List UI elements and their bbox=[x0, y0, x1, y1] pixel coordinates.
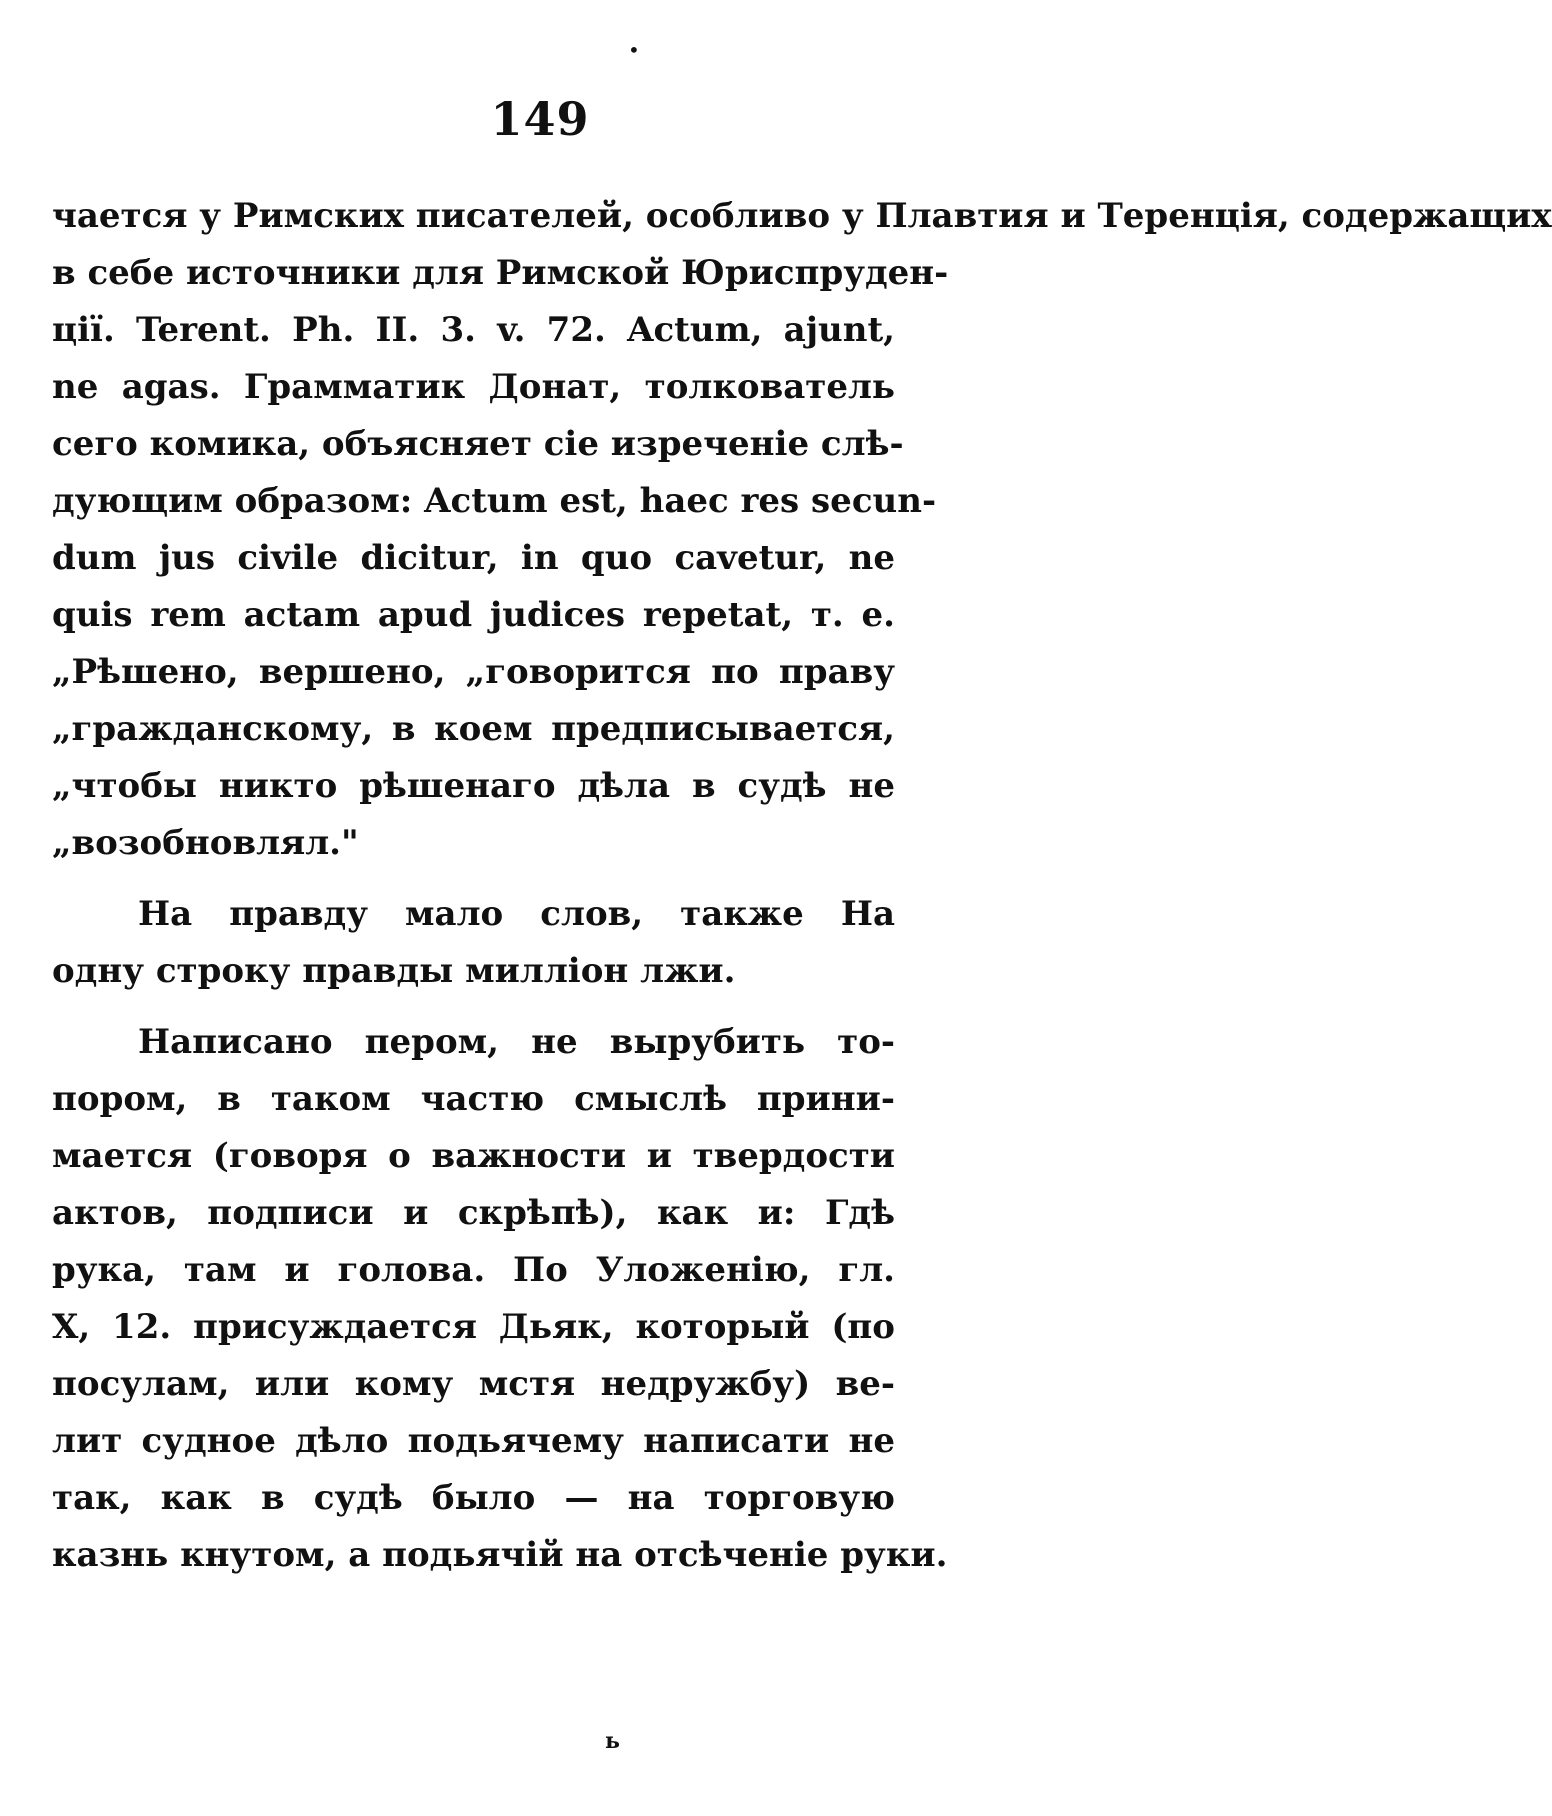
text-line: пором, в таком частю смыслѣ прини- bbox=[52, 1079, 895, 1119]
text-line: так, как в судѣ было — на торговую bbox=[52, 1478, 895, 1518]
text-line: Написано пером, не вырубить то- bbox=[138, 1022, 895, 1062]
text-line: мается (говоря о важности и твердости bbox=[52, 1136, 895, 1176]
page-number: 149 bbox=[490, 92, 590, 146]
paragraph-3 bbox=[52, 1014, 948, 1584]
text-line: лит судное дѣло подьячему написати не bbox=[52, 1421, 895, 1461]
text-line: казнь кнутом, а подьячій на отсѣченіе руки. bbox=[52, 1535, 948, 1575]
paragraph-gap bbox=[52, 1000, 895, 1014]
text-line: сего комика, объясняет сіе изреченіе слѣ- bbox=[52, 424, 904, 464]
paragraph-gap bbox=[52, 872, 895, 886]
text-line: посулам, или кому мстя недружбу) ве- bbox=[52, 1364, 895, 1404]
text-line: „Рѣшено, вершено, „говорится по праву bbox=[52, 652, 895, 692]
text-line: дующим образом: Actum est, haec res secun- bbox=[52, 481, 937, 521]
text-line: рука, там и голова. По Уложенію, гл. bbox=[52, 1250, 895, 1290]
text-line: в себе источники для Римской Юриспруден- bbox=[52, 253, 949, 293]
text-line: „возобновлял." bbox=[52, 823, 359, 863]
text-line: X, 12. присуждается Дьяк, который (по bbox=[52, 1307, 895, 1347]
signature-mark: ь bbox=[605, 1728, 620, 1754]
text-line: одну строку правды милліон лжи. bbox=[52, 951, 736, 991]
text-line: актов, подписи и скрѣпѣ), как и: Гдѣ bbox=[52, 1193, 895, 1233]
paragraph-2 bbox=[52, 886, 895, 1000]
text-line: ne agas. Грамматик Донат, толкователь bbox=[52, 367, 895, 407]
text-line: На правду мало слов, также На bbox=[138, 894, 895, 934]
text-line: „чтобы никто рѣшенаго дѣла в судѣ не bbox=[52, 766, 895, 806]
body-text bbox=[52, 188, 1552, 1584]
text-line: quis rem actam apud judices repetat, т. е. bbox=[52, 595, 895, 635]
ink-speck: • bbox=[628, 38, 640, 62]
paragraph-1 bbox=[52, 188, 1552, 872]
text-line: dum jus civile dicitur, in quo cavetur, ne bbox=[52, 538, 895, 578]
text-line: „гражданскому, в коем предписывается, bbox=[52, 709, 895, 749]
text-line: ції. Terent. Ph. II. 3. v. 72. Actum, ajunt, bbox=[52, 310, 895, 350]
text-line: чается у Римских писателей, особливо у Плавтия и Теренція, содержащих bbox=[52, 196, 1552, 236]
